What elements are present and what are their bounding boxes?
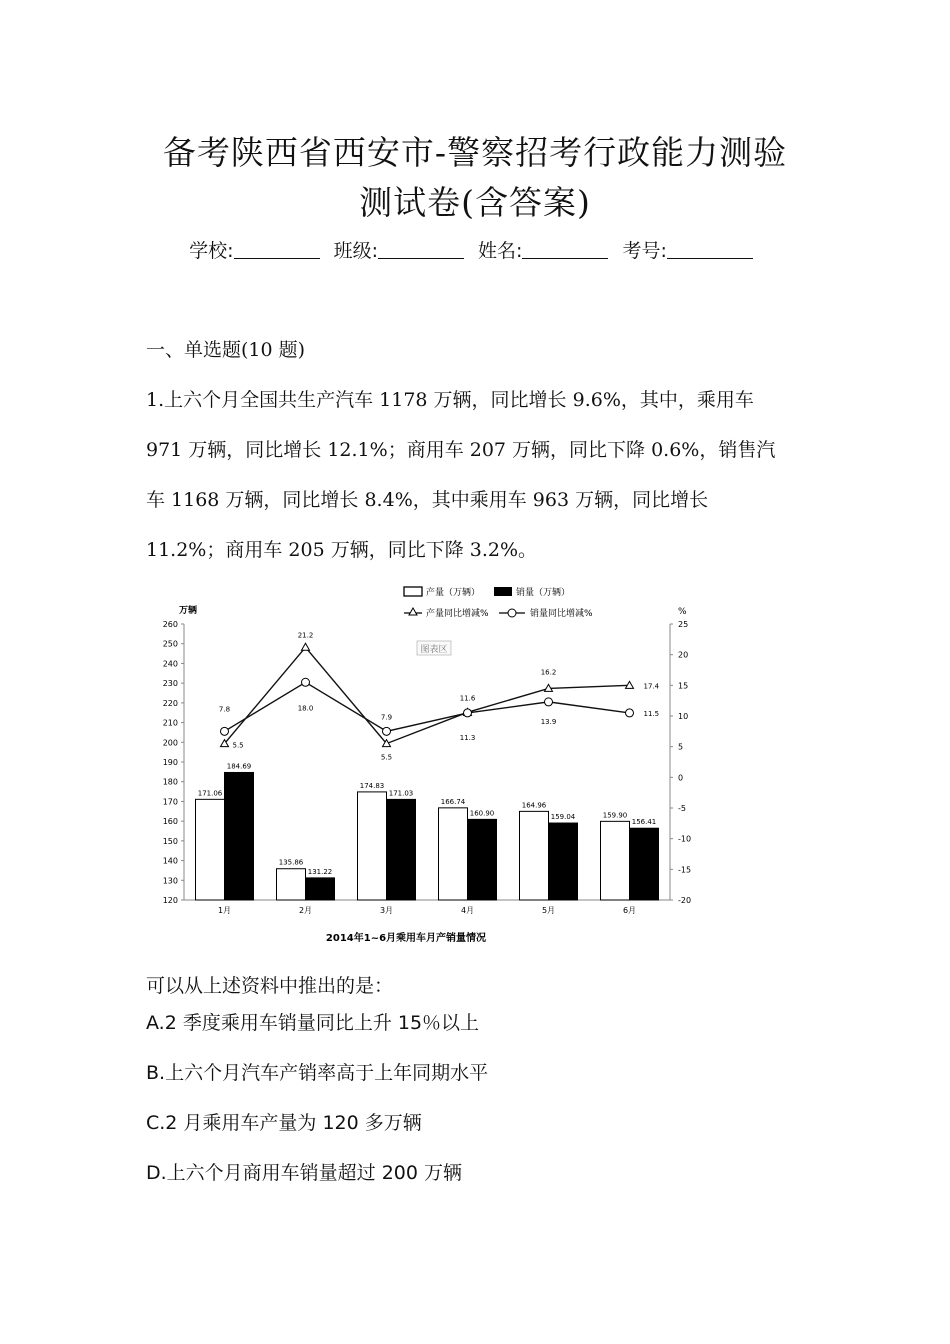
sales-change-marker <box>626 709 634 717</box>
question-line-1: 1.上六个月全国共生产汽车 1178 万辆，同比增长 9.6%，其中，乘用车 <box>146 389 754 411</box>
production-bar-value-label: 171.06 <box>197 789 223 798</box>
production-sales-chart <box>146 580 706 950</box>
sales-change-line <box>225 682 630 731</box>
option-b[interactable]: B.上六个月汽车产销率高于上年同期水平 <box>146 1062 489 1084</box>
sales-change-marker <box>545 698 553 706</box>
right-axis-tick-label: -20 <box>678 896 692 905</box>
document-title-line-2: 测试卷(含答案) <box>359 183 591 222</box>
left-axis-tick-label: 190 <box>162 758 178 767</box>
sales-change-value-label: 18.0 <box>297 704 314 713</box>
left-axis-tick-label: 250 <box>162 639 178 649</box>
school-label: 学校: <box>189 240 234 262</box>
production-bar-value-label: 166.74 <box>440 797 466 806</box>
sales-change-value-label: 7.8 <box>218 705 231 714</box>
sales-bar-value-label: 160.90 <box>469 809 495 818</box>
right-axis-tick-label: 0 <box>678 773 684 783</box>
sales-bar <box>306 878 335 900</box>
production-change-value-label: 5.5 <box>380 753 393 762</box>
production-change-marker <box>302 643 310 650</box>
production-bar <box>520 811 549 900</box>
exam-no-label: 考号: <box>622 240 667 262</box>
left-axis-tick-label: 130 <box>162 876 178 886</box>
question-prompt: 可以从上述资料中推出的是： <box>146 975 394 997</box>
sales-bar <box>387 799 416 900</box>
sales-bar <box>468 819 497 900</box>
question-line-2: 971 万辆，同比增长 12.1%；商用车 207 万辆，同比下降 0.6%，销售汽 <box>146 439 776 461</box>
x-axis-category-label: 3月 <box>379 906 394 915</box>
left-axis-tick-label: 150 <box>162 836 178 846</box>
name-blank[interactable] <box>522 240 608 259</box>
left-axis-tick-label: 120 <box>162 896 178 905</box>
legend-label-sales-change: 销量同比增减% <box>530 609 593 619</box>
production-bar-value-label: 159.90 <box>602 811 628 820</box>
legend-label-production-change: 产量同比增减% <box>426 609 489 619</box>
question-line-4: 11.2%；商用车 205 万辆，同比下降 3.2%。 <box>146 539 538 561</box>
production-bar <box>196 799 225 900</box>
right-axis-tick-label: -5 <box>678 804 686 813</box>
production-bar <box>358 792 387 900</box>
right-axis-unit: % <box>678 607 687 617</box>
option-a[interactable]: A.2 季度乘用车销量同比上升 15％以上 <box>146 1012 480 1034</box>
production-change-value-label: 16.2 <box>540 668 557 677</box>
left-axis-tick-label: 170 <box>162 797 178 807</box>
left-axis-tick-label: 210 <box>162 718 178 728</box>
left-axis-tick-label: 140 <box>162 856 178 866</box>
right-axis-tick-label: 5 <box>678 742 684 752</box>
question-line-3: 车 1168 万辆，同比增长 8.4%，其中乘用车 963 万辆，同比增长 <box>146 489 709 511</box>
right-axis-tick-label: 15 <box>678 681 689 691</box>
document-title-line-1: 备考陕西省西安市-警察招考行政能力测验 <box>162 133 788 172</box>
option-d[interactable]: D.上六个月商用车销量超过 200 万辆 <box>146 1162 463 1184</box>
sales-bar <box>225 772 254 900</box>
legend-label-sales: 销量（万辆） <box>516 588 571 598</box>
sales-bar <box>630 828 659 900</box>
x-axis-category-label: 5月 <box>541 906 556 915</box>
left-axis-unit: 万辆 <box>179 606 198 616</box>
x-axis-category-label: 4月 <box>460 906 475 915</box>
sales-change-marker <box>302 678 310 686</box>
sales-bar <box>549 823 578 900</box>
sales-bar-value-label: 131.22 <box>307 867 333 876</box>
x-axis-category-label: 2月 <box>298 906 313 915</box>
production-change-value-label: 21.2 <box>297 631 314 640</box>
production-change-line <box>225 647 630 743</box>
plot-area-label: 图表区 <box>420 645 448 655</box>
exam-no-blank[interactable] <box>667 240 753 259</box>
sales-bar-value-label: 171.03 <box>388 789 414 798</box>
production-bar <box>277 869 306 900</box>
production-change-value-label: 17.4 <box>643 682 660 691</box>
name-label: 姓名: <box>478 240 523 262</box>
sales-change-value-label: 11.3 <box>459 733 476 742</box>
right-axis-tick-label: -15 <box>678 865 692 875</box>
production-bar-value-label: 164.96 <box>521 801 547 810</box>
right-axis-tick-label: 25 <box>678 620 689 629</box>
production-change-value-label: 5.5 <box>232 741 244 750</box>
chart-title: 2014年1~6月乘用车月产销量情况 <box>325 933 487 944</box>
sales-bar-value-label: 156.41 <box>631 818 657 827</box>
production-bar <box>601 821 630 900</box>
left-axis-tick-label: 180 <box>162 777 178 787</box>
sales-change-value-label: 13.9 <box>540 717 557 726</box>
sales-change-value-label: 7.9 <box>380 713 393 722</box>
right-axis-tick-label: -10 <box>678 834 692 844</box>
left-axis-tick-label: 260 <box>162 620 178 629</box>
right-axis-tick-label: 10 <box>678 712 689 721</box>
production-bar-value-label: 174.83 <box>359 781 385 790</box>
left-axis-tick-label: 230 <box>162 679 178 689</box>
left-axis-tick-label: 220 <box>162 698 178 708</box>
sales-change-marker <box>383 727 391 735</box>
right-axis-tick-label: 20 <box>678 650 689 660</box>
legend-swatch-sales <box>494 587 512 596</box>
production-bar-value-label: 135.86 <box>278 858 304 867</box>
class-label: 班级: <box>333 240 378 262</box>
left-axis-tick-label: 160 <box>162 817 178 827</box>
sales-change-marker <box>464 709 472 717</box>
left-axis-tick-label: 200 <box>162 738 178 748</box>
legend-circle-marker <box>508 609 516 617</box>
production-bar <box>439 808 468 900</box>
sales-bar-value-label: 184.69 <box>226 762 252 771</box>
x-axis-category-label: 6月 <box>622 906 637 915</box>
student-info-line <box>0 236 950 263</box>
sales-change-value-label: 11.5 <box>643 709 660 718</box>
legend-swatch-production <box>404 587 422 596</box>
sales-bar-value-label: 159.04 <box>550 813 576 822</box>
section-heading: 一、单选题(10 题) <box>146 339 306 361</box>
x-axis-category-label: 1月 <box>217 906 232 915</box>
left-axis-tick-label: 240 <box>162 659 178 669</box>
option-c[interactable]: C.2 月乘用车产量为 120 多万辆 <box>146 1112 422 1134</box>
class-blank[interactable] <box>378 240 464 259</box>
production-change-value-label: 11.6 <box>459 694 476 703</box>
legend-label-production: 产量（万辆） <box>426 588 481 598</box>
sales-change-marker <box>221 727 229 735</box>
legend-triangle-marker <box>409 608 417 615</box>
school-blank[interactable] <box>234 240 320 259</box>
